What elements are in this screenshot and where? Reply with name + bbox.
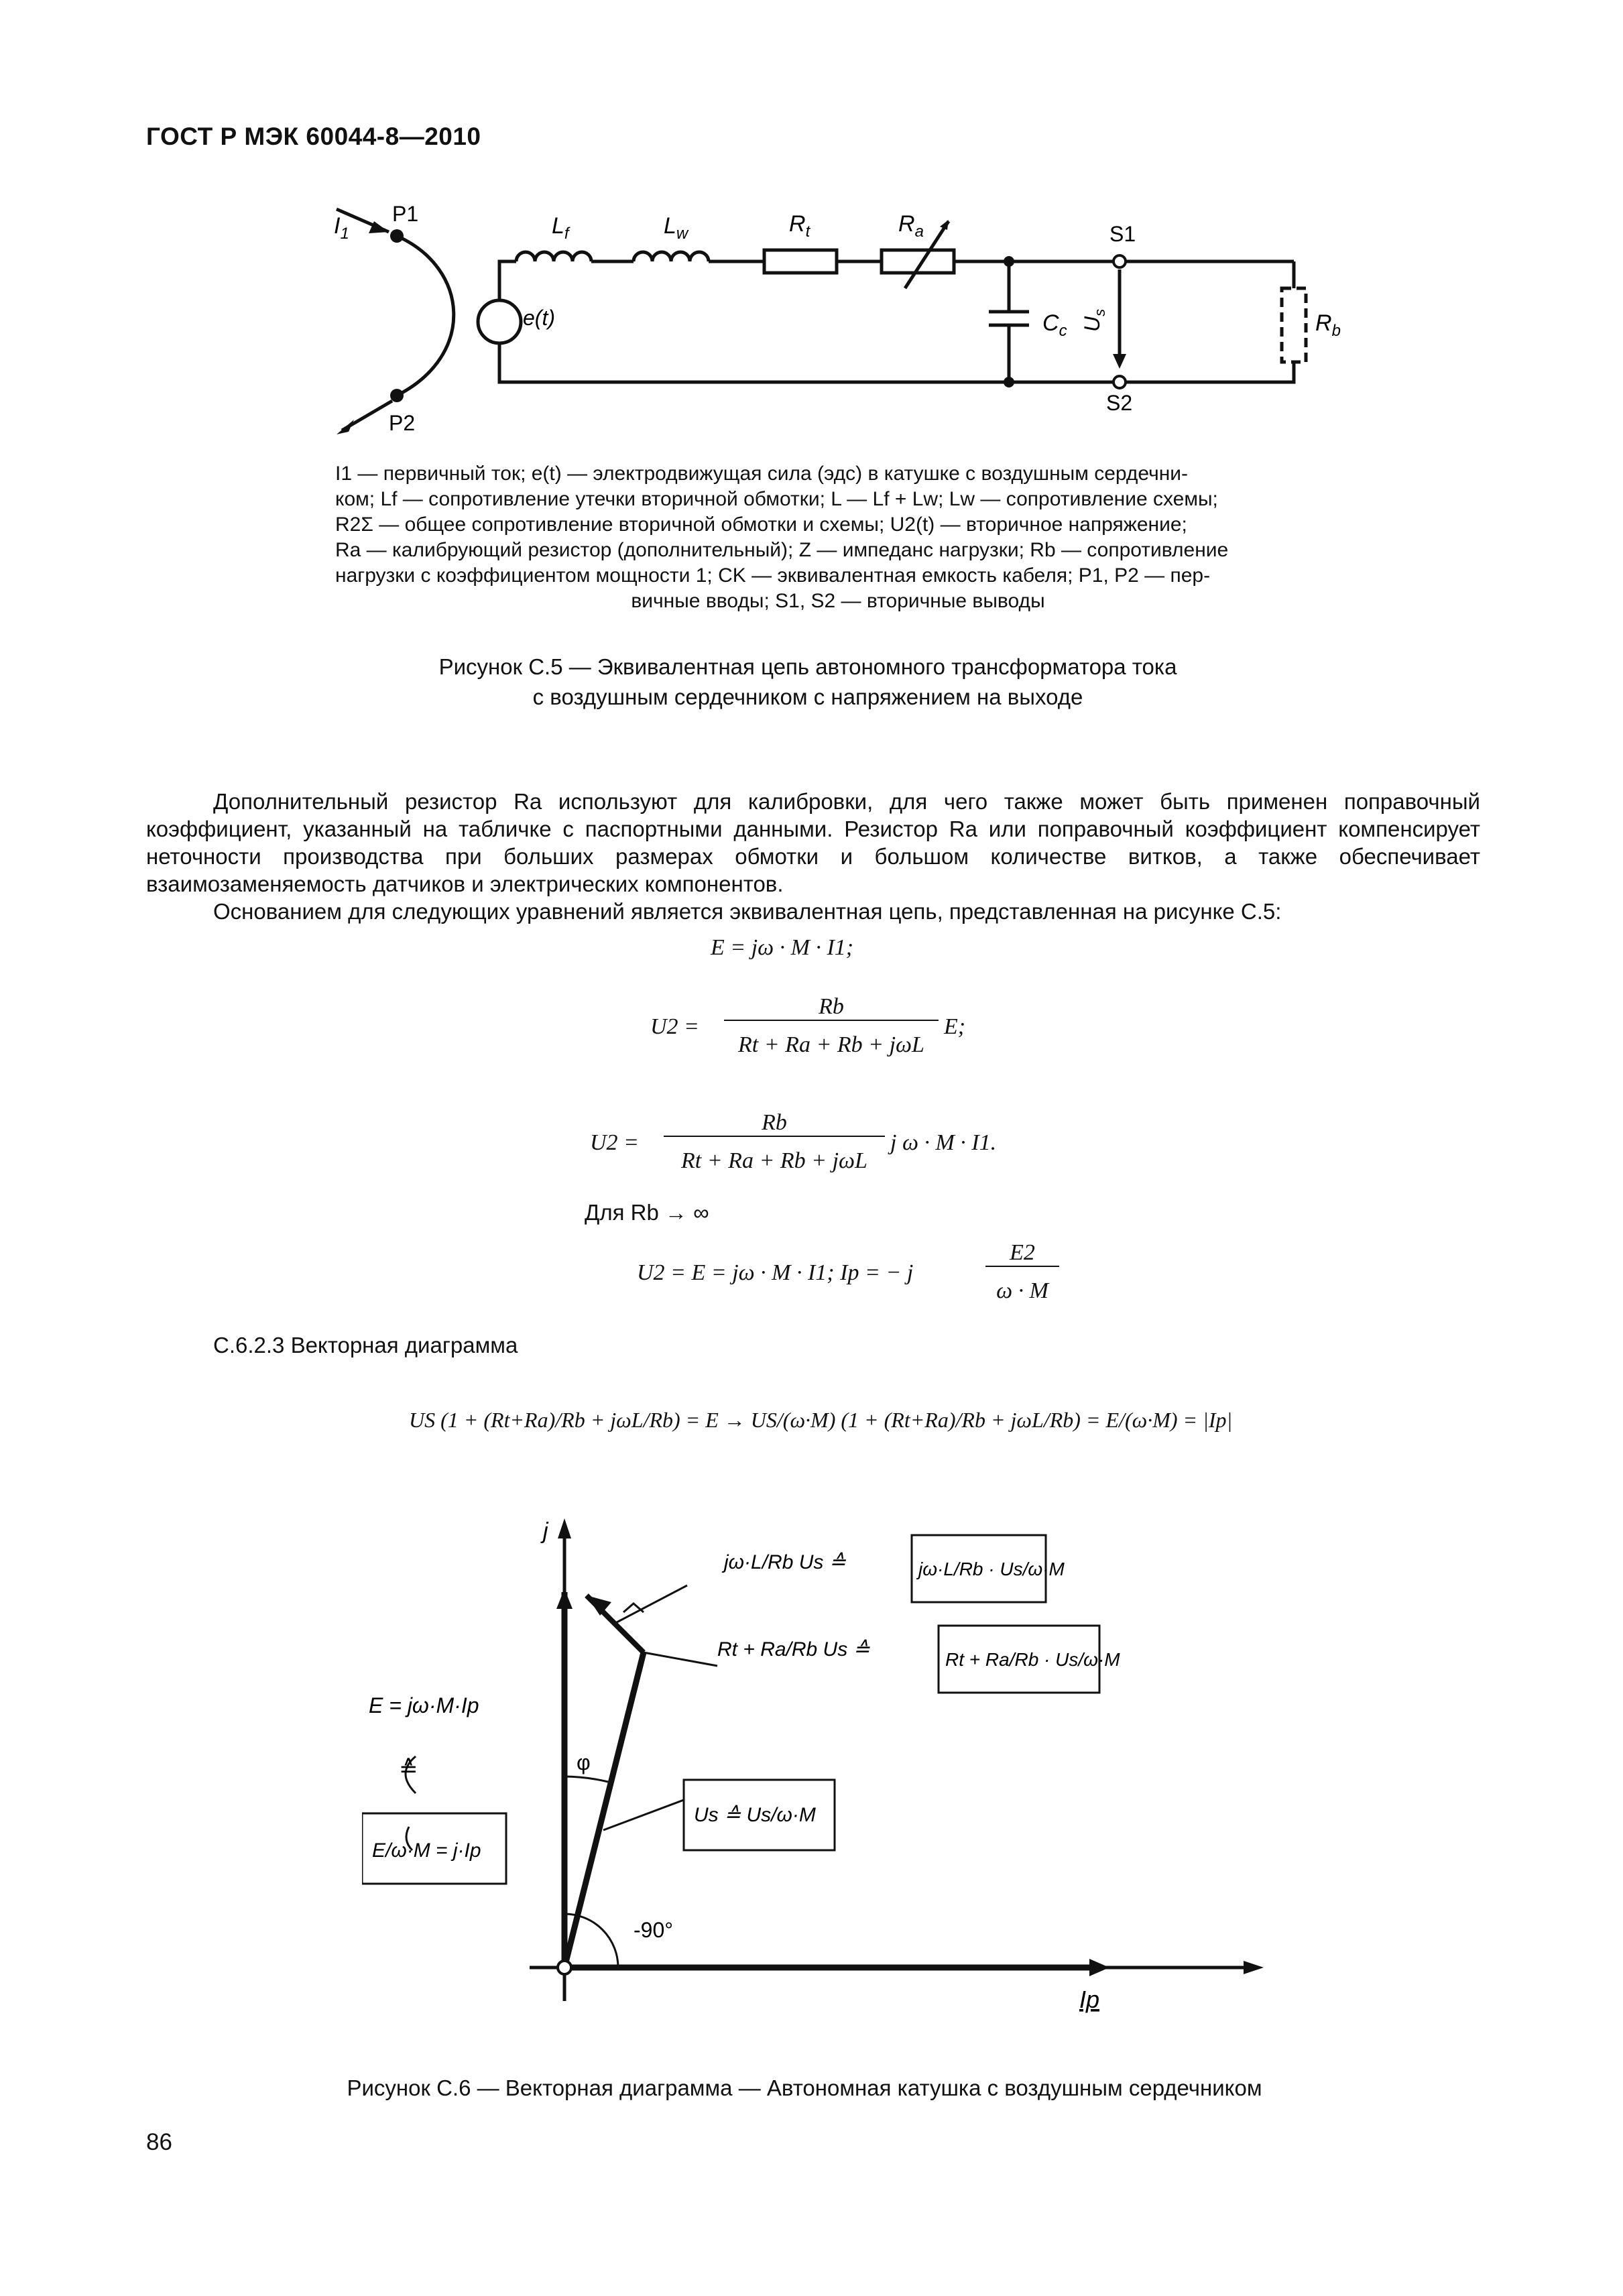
paragraph-calibration: Дополнительный резистор Ra используют для калибровки, для чего также может быть применен поправочный коэффициент, указанный на табличке с паспортными данными. Резистор Ra или поправочный коэффициент компенсирует неточности производства при больших размерах обмотки и большом количестве витков, а также обеспечивает взаимозаменяемость датчиков и электрических компонентов. [146, 789, 1480, 896]
s2-terminal [1114, 376, 1126, 388]
vector-diagram [362, 1512, 1287, 2048]
section-heading: С.6.2.3 Векторная диаграмма [213, 1333, 518, 1357]
p2-label: P2 [389, 411, 416, 435]
box1-label: jω·L/Rb · Us/ω·M [918, 1559, 1065, 1579]
j-axis-label: j [543, 1518, 548, 1544]
figure-c6-caption: Рисунок С.6 — Векторная диаграмма — Автономная катушка с воздушным сердечником [347, 2075, 1262, 2100]
equiv-symbol: ≙ [399, 1756, 418, 1782]
circuit-legend: I1 — первичный ток; e(t) — электродвижущая сила (эдс) в катушке с воздушным сердечни- ком; Lf — сопротивление утечки вторичной обмотки; L — Lf + Lw; Lw — сопротивление схемы; R2Σ — общее сопротивление вторичной обмотки и схемы; U2(t) — вторичное напряжение; Ra — калибрующий резистор (дополнительный); Z — импеданс нагрузки; Rb — сопротивление нагрузки с коэффициентом мощности 1; CK — эквивалентная емкость кабеля; P1, P2 — пер- вичные вводы; S1, S2 — вторичные выводы [335, 463, 1229, 612]
equation-vector: US (1 + (Rt+Ra)/Rb + jωL/Rb) = E → US/(ω·M) (1 + (Rt+Ra)/Rb + jωL/Rb) = E/(ω·M) = |Ip| [409, 1408, 1233, 1432]
rt-label: $R_t$ [789, 211, 810, 241]
lw-label: $L_w$ [664, 213, 688, 243]
minus-90-label: -90° [634, 1918, 674, 1942]
box2-left-label: Rt + Ra/Rb Us ≙ [717, 1638, 870, 1660]
page-number: 86 [146, 2129, 172, 2155]
us-vector [564, 1652, 644, 1968]
paragraph-basis: Основанием для следующих уравнений является эквивалентная цепь, представленная на рисунке С.5: [213, 899, 1282, 924]
emf-label: e(t) [523, 306, 555, 330]
equivalent-circuit-diagram [322, 194, 1368, 449]
origin-point [558, 1961, 571, 1974]
box-left-label: E/ω·M = j·Ip [372, 1839, 481, 1862]
lf-label: $L_f$ [552, 213, 569, 243]
cc-label: $C_c$ [1042, 310, 1067, 340]
i1-label: $I_1$ [334, 213, 349, 243]
rb-label: $R_b$ [1315, 310, 1341, 340]
s1-label: S1 [1109, 222, 1136, 246]
us-label: $U_s$ [1080, 308, 1108, 332]
p1-terminal [390, 229, 404, 243]
equation-e: E = jω · M · I1; [711, 935, 854, 960]
ra-label: $R_a$ [898, 211, 924, 241]
phi-label: φ [577, 1750, 591, 1774]
primary-conductor-arc [397, 236, 454, 396]
phi-arc [564, 1776, 608, 1782]
p2-terminal [390, 389, 404, 402]
ip-axis-label: Ip [1079, 1986, 1100, 2013]
s1-terminal [1114, 255, 1126, 267]
box2-label: Rt + Ra/Rb · Us/ω·M [945, 1649, 1120, 1670]
figure-c5-caption: Рисунок С.5 — Эквивалентная цепь автономного трансформатора тока с воздушным сердечником с напряжением на выходе [438, 654, 1177, 709]
p1-label: P1 [392, 202, 419, 226]
secondary-loop [499, 221, 1306, 382]
s2-label: S2 [1106, 391, 1133, 415]
box1-left-label: jω·L/Rb Us ≙ [724, 1551, 846, 1573]
e-equation-label: E = jω·M·Ip [369, 1693, 479, 1717]
document-header: ГОСТ Р МЭК 60044-8—2010 [146, 123, 481, 150]
emf-source [478, 300, 521, 343]
box3-label: Us ≙ Us/ω·M [694, 1804, 816, 1826]
limit-condition: Для Rb → ∞ [585, 1200, 709, 1225]
